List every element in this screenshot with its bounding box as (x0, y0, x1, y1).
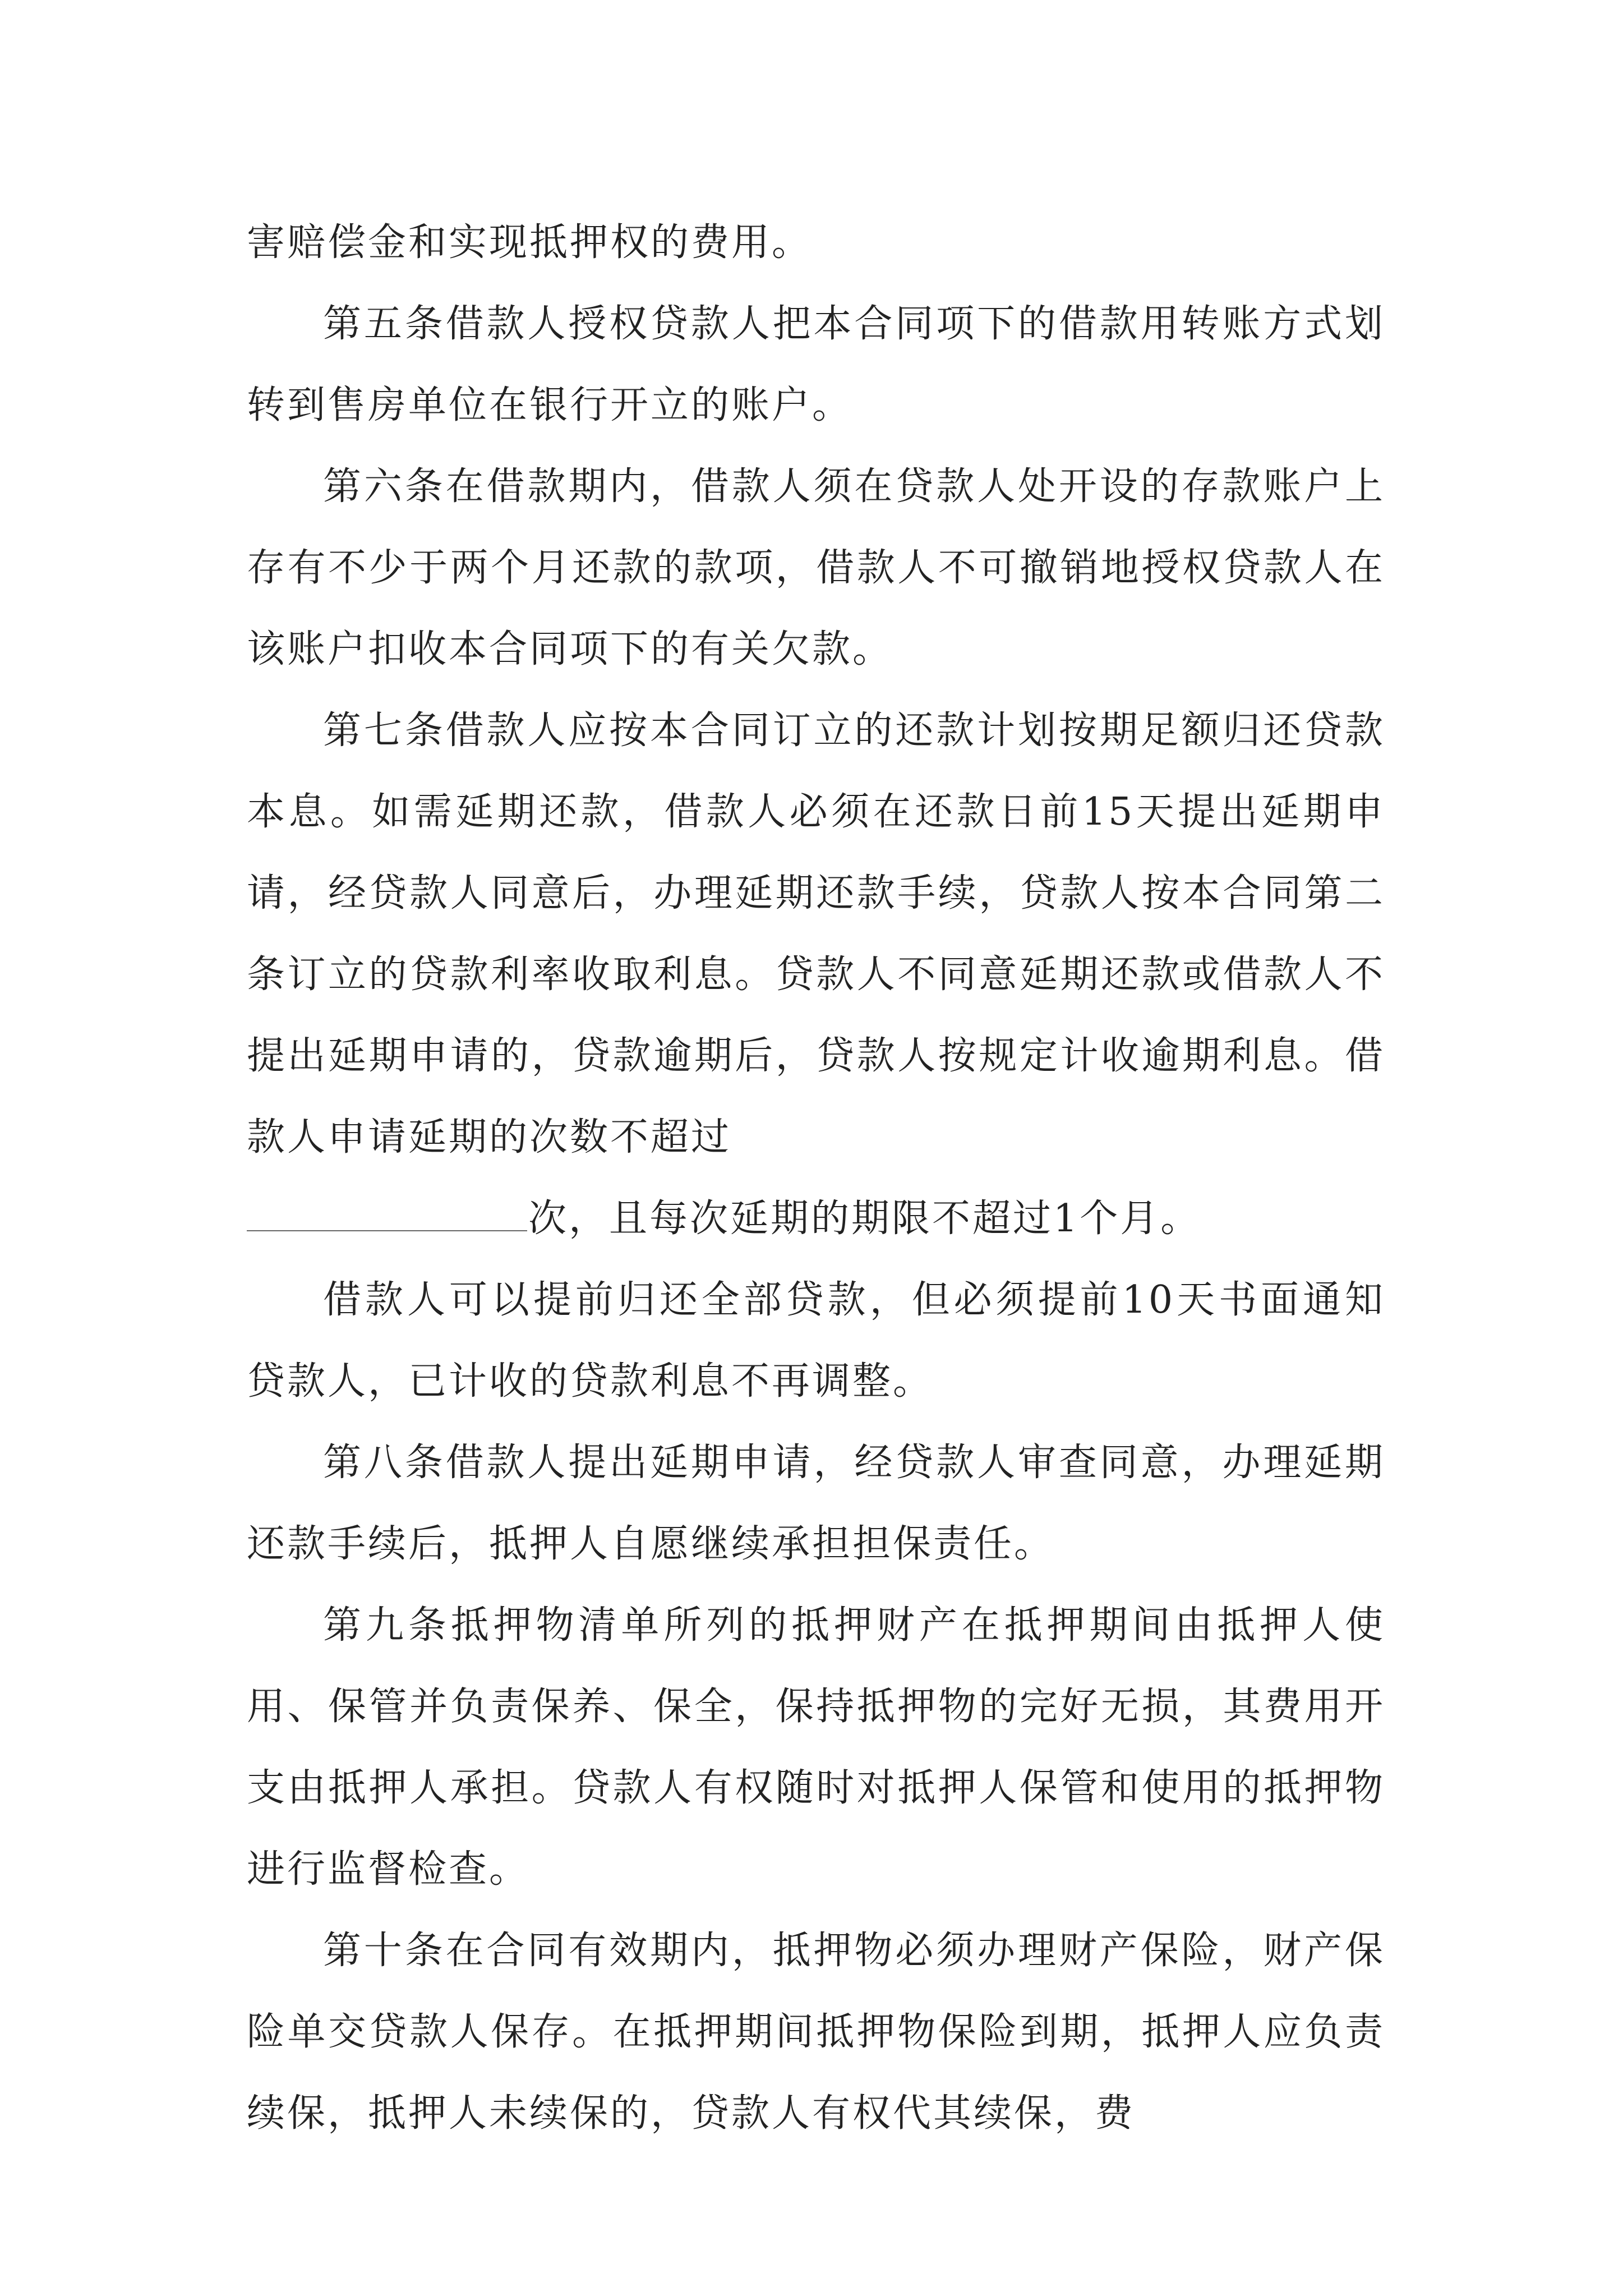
paragraph-continuation: 害赔偿金和实现抵押权的费用。 (247, 220, 813, 265)
article-10-paragraph: 第十条在合同有效期内，抵押物必须办理财产保险，财产保险单交贷款人保存。在抵押期间抵押物保险到期，抵押人应负责续保，抵押人未续保的，贷款人有权代其续保，费 (247, 1929, 1385, 2136)
article-5-paragraph: 第五条借款人授权贷款人把本合同项下的借款用转账方式划转到售房单位在银行开立的账户。 (247, 302, 1385, 427)
article-8-paragraph: 第八条借款人提出延期申请，经贷款人审查同意，办理延期还款手续后，抵押人自愿继续承担担保责任。 (247, 1441, 1385, 1566)
article-6-paragraph: 第六条在借款期内，借款人须在贷款人处开设的存款账户上存有不少于两个月还款的款项，借款人不可撤销地授权贷款人在该账户扣收本合同项下的有关欠款。 (247, 464, 1385, 671)
blank-trailing-text: 次，且每次延期的期限不超过1个月。 (528, 1197, 1201, 1241)
early-repayment-paragraph: 借款人可以提前归还全部贷款，但必须提前10天书面通知贷款人，已计收的贷款利息不再调整。 (247, 1278, 1385, 1404)
article-7-paragraph: 第七条借款人应按本合同订立的还款计划按期足额归还贷款本息。如需延期还款，借款人必须在还款日前15天提出延期申请，经贷款人同意后，办理延期还款手续，贷款人按本合同第二条订立的贷款利率收取利息。贷款人不同意延期还款或借款人不提出延期申请的，贷款逾期后，贷款人按规定计收逾期利息。借款人申请延期的次数不超过 (247, 708, 1385, 1159)
article-7-blank-line (247, 1178, 1385, 1259)
article-9-paragraph: 第九条抵押物清单所列的抵押财产在抵押期间由抵押人使用、保管并负责保养、保全，保持抵押物的完好无损，其费用开支由抵押人承担。贷款人有权随时对抵押人保管和使用的抵押物进行监督检查。 (247, 1603, 1385, 1892)
fill-in-blank (247, 1230, 527, 1231)
document-body (247, 202, 1385, 2154)
